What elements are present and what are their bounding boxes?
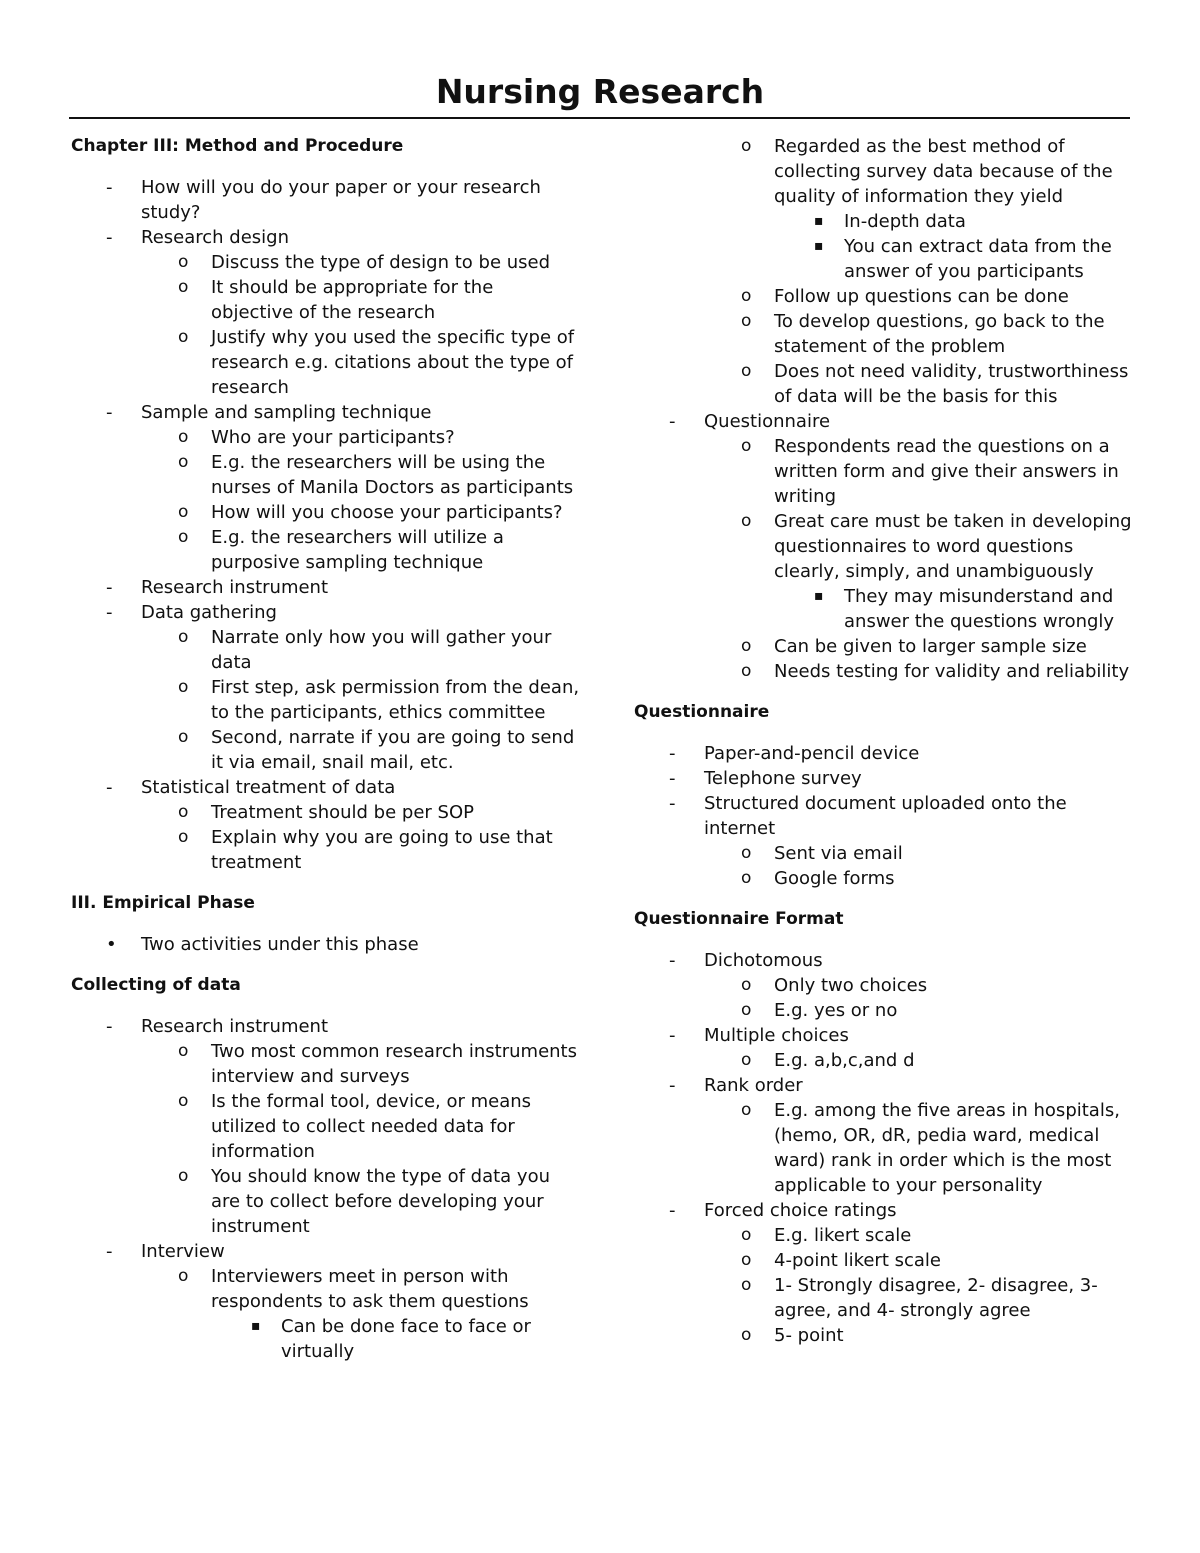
list-item-text: Explain why you are going to use that treatment (211, 827, 553, 873)
list-item-text: Respondents read the questions on a written form and give their answers in writing (774, 436, 1119, 507)
list-item (71, 575, 581, 600)
list-item-text: Sent via email (774, 843, 903, 864)
list-item (704, 359, 1134, 409)
list-item-text: How will you choose your participants? (211, 502, 563, 523)
list-item-text: Two activities under this phase (141, 934, 419, 955)
list-item (774, 584, 1134, 634)
spacer (71, 998, 581, 1014)
list-item (634, 1023, 1134, 1073)
list-item-text: Research instrument (141, 577, 329, 598)
dash-bullet-icon: - (106, 1016, 113, 1037)
dash-bullet-icon: - (106, 577, 113, 598)
list-item-text: Justify why you used the specific type of research e.g. citations about the type of research (211, 327, 575, 398)
list-item-text: Can be done face to face or virtually (281, 1316, 531, 1362)
list-item (141, 275, 581, 325)
spacer (71, 875, 581, 891)
dash-bullet-icon: - (669, 1025, 676, 1046)
list-item-text: E.g. yes or no (774, 1000, 898, 1021)
list-item-text: Statistical treatment of data (141, 777, 396, 798)
square-bullet-icon: ▪ (814, 213, 824, 229)
list-item (141, 425, 581, 450)
list-item-text: You can extract data from the answer of you participants (844, 236, 1112, 282)
circle-bullet-icon: o (178, 252, 189, 272)
questionnaire-method-list (634, 409, 1134, 684)
list-level-3 (774, 209, 1134, 284)
dash-bullet-icon: - (669, 768, 676, 789)
list-item-text: Two most common research instruments interview and surveys (211, 1041, 577, 1087)
list-item-text: Research design (141, 227, 289, 248)
dash-bullet-icon: - (669, 743, 676, 764)
list-level-1 (634, 409, 1134, 684)
list-item (704, 634, 1134, 659)
list-item-text: It should be appropriate for the objective of the research (211, 277, 494, 323)
circle-bullet-icon: o (741, 636, 752, 656)
list-item-text: Does not need validity, trustworthiness of data will be the basis for this (774, 361, 1129, 407)
list-level-1 (71, 1014, 581, 1364)
list-item (141, 675, 581, 725)
right-column (634, 134, 1134, 1348)
list-item (141, 1089, 581, 1164)
list-item (71, 1014, 581, 1239)
continued-interview-list (634, 134, 1134, 409)
list-item (141, 325, 581, 400)
list-item (704, 1048, 1134, 1073)
list-item-text: Structured document uploaded onto the internet (704, 793, 1067, 839)
list-item (71, 225, 581, 400)
list-item-text: Paper-and-pencil device (704, 743, 920, 764)
format-list (634, 948, 1134, 1348)
dash-bullet-icon: - (106, 1241, 113, 1262)
list-level-2 (704, 1098, 1134, 1198)
list-item-text: Regarded as the best method of collecting survey data because of the quality of information they yield (774, 136, 1113, 207)
list-item-text: Discuss the type of design to be used (211, 252, 551, 273)
page-title: Nursing Research (435, 72, 765, 111)
list-level-1 (71, 175, 581, 875)
list-item (634, 791, 1134, 891)
spacer (634, 725, 1134, 741)
list-level-2 (141, 1039, 581, 1239)
list-item-text: Only two choices (774, 975, 928, 996)
list-item-text: Multiple choices (704, 1025, 849, 1046)
circle-bullet-icon: o (741, 286, 752, 306)
collecting-heading: Collecting of data (71, 975, 241, 995)
square-bullet-icon: ▪ (814, 588, 824, 604)
spacer (71, 916, 581, 932)
list-item (141, 1039, 581, 1089)
circle-bullet-icon: o (741, 1325, 752, 1345)
circle-bullet-icon: o (178, 502, 189, 522)
circle-bullet-icon: o (741, 1250, 752, 1270)
circle-bullet-icon: o (741, 1050, 752, 1070)
list-item (634, 1073, 1134, 1198)
title-underline (69, 117, 1130, 119)
spacer (634, 684, 1134, 700)
dash-bullet-icon: - (106, 402, 113, 423)
dash-bullet-icon: - (106, 602, 113, 623)
dash-bullet-icon: - (669, 793, 676, 814)
circle-bullet-icon: o (178, 627, 189, 647)
questionnaire-heading: Questionnaire (634, 702, 770, 722)
list-item-text: First step, ask permission from the dean, to the participants, ethics committee (211, 677, 580, 723)
circle-bullet-icon: o (178, 327, 189, 347)
chapter-list (71, 175, 581, 875)
circle-bullet-icon: o (741, 136, 752, 156)
list-level-2 (704, 841, 1134, 891)
chapter-heading: Chapter III: Method and Procedure (71, 136, 404, 156)
dash-bullet-icon: - (106, 777, 113, 798)
list-item (634, 741, 1134, 766)
circle-bullet-icon: o (741, 436, 752, 456)
list-item (71, 1239, 581, 1364)
list-item-text: Research instrument (141, 1016, 329, 1037)
list-item (704, 841, 1134, 866)
list-level-2 (704, 434, 1134, 684)
list-item (141, 450, 581, 500)
list-item (704, 434, 1134, 509)
list-item (141, 500, 581, 525)
list-item (774, 234, 1134, 284)
empirical-list (71, 932, 581, 957)
list-item-text: Forced choice ratings (704, 1200, 897, 1221)
list-item-text: Sample and sampling technique (141, 402, 432, 423)
list-item (704, 309, 1134, 359)
dash-bullet-icon: - (106, 177, 113, 198)
list-item (211, 1314, 581, 1364)
list-item-text: Follow up questions can be done (774, 286, 1069, 307)
list-item-text: E.g. the researchers will utilize a purposive sampling technique (211, 527, 504, 573)
list-item-text: Can be given to larger sample size (774, 636, 1087, 657)
list-item-text: E.g. the researchers will be using the nurses of Manila Doctors as participants (211, 452, 574, 498)
list-item (71, 932, 581, 957)
list-item-text: Questionnaire (704, 411, 831, 432)
list-item (774, 209, 1134, 234)
format-heading: Questionnaire Format (634, 909, 844, 929)
list-item (704, 1323, 1134, 1348)
list-item (704, 973, 1134, 998)
list-item (704, 284, 1134, 309)
list-item-text: To develop questions, go back to the statement of the problem (774, 311, 1105, 357)
list-item (141, 625, 581, 675)
dash-bullet-icon: - (669, 411, 676, 432)
list-item (141, 250, 581, 275)
list-item-text: Interviewers meet in person with respondents to ask them questions (211, 1266, 529, 1312)
circle-bullet-icon: o (178, 1041, 189, 1061)
circle-bullet-icon: o (178, 527, 189, 547)
list-item-text: Data gathering (141, 602, 277, 623)
list-item-text: In-depth data (844, 211, 966, 232)
list-item-text: Second, narrate if you are going to send it via email, snail mail, etc. (211, 727, 575, 773)
circle-bullet-icon: o (178, 727, 189, 747)
empirical-heading: III. Empirical Phase (71, 893, 255, 913)
list-item-text: Rank order (704, 1075, 803, 1096)
list-level-2 (141, 800, 581, 875)
dash-bullet-icon: - (669, 1075, 676, 1096)
spacer (71, 957, 581, 973)
circle-bullet-icon: o (178, 1166, 189, 1186)
list-item-text: Google forms (774, 868, 895, 889)
list-item (704, 866, 1134, 891)
list-item (704, 134, 1134, 284)
list-item (71, 175, 581, 225)
list-level-1 (71, 932, 581, 957)
circle-bullet-icon: o (741, 511, 752, 531)
list-item (141, 1264, 581, 1364)
list-item-text: They may misunderstand and answer the questions wrongly (844, 586, 1115, 632)
list-item-text: Telephone survey (704, 768, 862, 789)
circle-bullet-icon: o (741, 1275, 752, 1295)
list-item-text: 4-point likert scale (774, 1250, 941, 1271)
circle-bullet-icon: o (741, 975, 752, 995)
list-item (71, 600, 581, 775)
list-item (704, 1273, 1134, 1323)
circle-bullet-icon: o (741, 868, 752, 888)
circle-bullet-icon: o (178, 1091, 189, 1111)
list-item (141, 725, 581, 775)
list-item (141, 800, 581, 825)
list-level-2 (141, 250, 581, 400)
list-item (704, 509, 1134, 634)
list-item (634, 409, 1134, 684)
list-item-text: Narrate only how you will gather your data (211, 627, 552, 673)
list-item-text: E.g. among the five areas in hospitals, (hemo, OR, dR, pedia ward, medical ward) rank in order which is the most applicable to your personality (774, 1100, 1120, 1196)
list-item (704, 1098, 1134, 1198)
circle-bullet-icon: o (178, 452, 189, 472)
list-item-text: You should know the type of data you are to collect before developing your instrument (211, 1166, 550, 1237)
list-level-3 (211, 1314, 581, 1364)
square-bullet-icon: ▪ (251, 1318, 261, 1334)
questionnaire-types-list (634, 741, 1134, 891)
dash-bullet-icon: - (669, 950, 676, 971)
list-item-text: Needs testing for validity and reliability (774, 661, 1130, 682)
list-item (634, 766, 1134, 791)
list-item (141, 525, 581, 575)
spacer (634, 891, 1134, 907)
list-item-text: Treatment should be per SOP (211, 802, 474, 823)
circle-bullet-icon: o (178, 277, 189, 297)
list-item-text: E.g. likert scale (774, 1225, 912, 1246)
list-item (71, 775, 581, 875)
list-level-2 (141, 1264, 581, 1364)
list-item-text: How will you do your paper or your research study? (141, 177, 541, 223)
spacer (71, 159, 581, 175)
square-bullet-icon: ▪ (814, 238, 824, 254)
circle-bullet-icon: o (741, 1100, 752, 1120)
circle-bullet-icon: o (178, 677, 189, 697)
circle-bullet-icon: o (178, 1266, 189, 1286)
left-column (71, 134, 581, 1364)
list-item (704, 1248, 1134, 1273)
list-level-2 (704, 1048, 1134, 1073)
list-item-text: Dichotomous (704, 950, 823, 971)
list-level-2 (141, 625, 581, 775)
list-item (634, 1198, 1134, 1348)
circle-bullet-icon: o (178, 802, 189, 822)
circle-bullet-icon: o (741, 361, 752, 381)
list-item-text: Interview (141, 1241, 225, 1262)
circle-bullet-icon: o (741, 661, 752, 681)
list-level-3 (774, 584, 1134, 634)
list-item (704, 998, 1134, 1023)
list-level-1 (634, 741, 1134, 891)
spacer (634, 932, 1134, 948)
circle-bullet-icon: o (178, 827, 189, 847)
circle-bullet-icon: o (741, 1225, 752, 1245)
list-item (704, 659, 1134, 684)
circle-bullet-icon: o (741, 843, 752, 863)
list-item (141, 1164, 581, 1239)
list-item (141, 825, 581, 875)
list-item (704, 1223, 1134, 1248)
list-level-2 (704, 973, 1134, 1023)
list-item-text: E.g. a,b,c,and d (774, 1050, 915, 1071)
circle-bullet-icon: o (741, 1000, 752, 1020)
circle-bullet-icon: o (178, 427, 189, 447)
list-level-2 (141, 425, 581, 575)
list-item-text: 1- Strongly disagree, 2- disagree, 3-agree, and 4- strongly agree (774, 1275, 1098, 1321)
list-level-2 (704, 1223, 1134, 1348)
list-level-1 (634, 948, 1134, 1348)
circle-bullet-icon: o (741, 311, 752, 331)
list-item (634, 948, 1134, 1023)
list-item (71, 400, 581, 575)
list-item-text: Great care must be taken in developing questionnaires to word questions clearly, simply, and unambiguously (774, 511, 1132, 582)
dash-bullet-icon: - (106, 227, 113, 248)
collecting-list (71, 1014, 581, 1364)
dash-bullet-icon: - (669, 1200, 676, 1221)
list-item-text: Who are your participants? (211, 427, 455, 448)
list-item-text: 5- point (774, 1325, 844, 1346)
list-item-text: Is the formal tool, device, or means utilized to collect needed data for information (211, 1091, 532, 1162)
dash-bullet-icon: • (106, 934, 117, 955)
list-level-2 (704, 134, 1134, 409)
